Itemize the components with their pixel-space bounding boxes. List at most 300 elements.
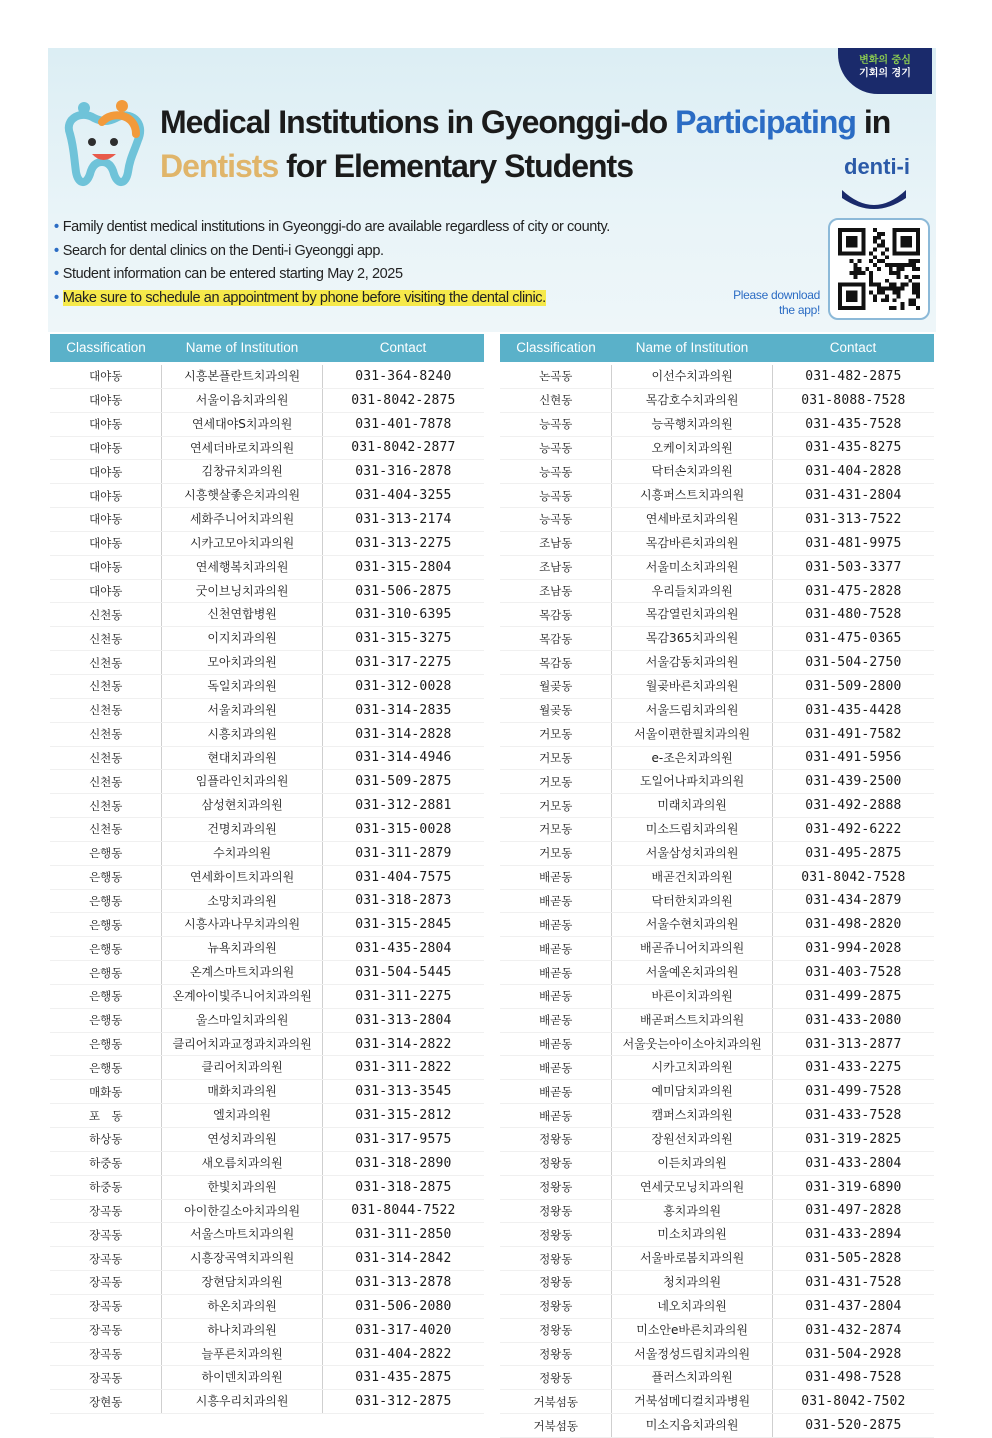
row-institution-name: 서울수현치과의원	[611, 913, 772, 936]
row-institution-name: 이든치과의원	[611, 1152, 772, 1175]
row-institution-name: 서울이편한필치과의원	[611, 723, 772, 746]
row-contact[interactable]: 031-498-7528	[805, 1370, 902, 1386]
row-contact[interactable]: 031-8042-7502	[801, 1394, 906, 1410]
row-classification: 신천동	[89, 703, 123, 718]
row-institution-name: 장원선치과의원	[611, 1128, 772, 1151]
row-institution-name: 서울바로봄치과의원	[611, 1247, 772, 1270]
row-classification: 대야동	[89, 393, 123, 408]
row-contact[interactable]: 031-315-2804	[355, 559, 452, 575]
row-contact[interactable]: 031-316-2878	[355, 464, 452, 480]
row-contact[interactable]: 031-8044-7522	[351, 1203, 456, 1219]
download-prompt: Please download the app!	[733, 288, 820, 317]
row-institution-name: 현대치과의원	[161, 747, 322, 770]
title-part-4: Dentists	[160, 148, 279, 184]
row-classification: 대야동	[89, 440, 123, 455]
row-classification: 정왕동	[539, 1132, 573, 1147]
row-contact[interactable]: 031-315-2812	[355, 1108, 452, 1124]
row-classification: 대야동	[89, 512, 123, 527]
row-classification: 은행동	[89, 917, 123, 932]
row-classification: 배곧동	[539, 989, 573, 1004]
row-contact[interactable]: 031-312-2875	[355, 1394, 452, 1410]
row-contact[interactable]: 031-435-4428	[805, 702, 902, 718]
row-contact[interactable]: 031-8042-7528	[801, 869, 906, 885]
header-classification: Classification	[516, 340, 596, 355]
row-contact[interactable]: 031-313-2174	[355, 511, 452, 527]
row-contact[interactable]: 031-313-2275	[355, 535, 452, 551]
row-contact[interactable]: 031-315-3275	[355, 631, 452, 647]
table-row	[500, 866, 934, 890]
table-row	[50, 794, 484, 818]
row-institution-name: 연세굿모닝치과의원	[611, 1176, 772, 1199]
row-contact[interactable]: 031-435-2804	[355, 941, 452, 957]
table-row	[500, 484, 934, 508]
row-classification: 은행동	[89, 1013, 123, 1028]
row-institution-name: 배곧쥬니어치과의원	[611, 937, 772, 960]
row-contact[interactable]: 031-315-0028	[355, 821, 452, 837]
row-contact[interactable]: 031-435-7528	[805, 416, 902, 432]
table-row	[500, 460, 934, 484]
row-contact[interactable]: 031-313-7522	[805, 511, 902, 527]
row-contact[interactable]: 031-319-2825	[805, 1131, 902, 1147]
row-contact[interactable]: 031-8042-2875	[351, 392, 456, 408]
row-institution-name: 이선수치과의원	[611, 365, 772, 388]
row-institution-name: 미소드림치과의원	[611, 818, 772, 841]
row-institution-name: 연세바로치과의원	[611, 508, 772, 531]
row-classification: 장곡동	[89, 1299, 123, 1314]
row-contact[interactable]: 031-311-2850	[355, 1227, 452, 1243]
row-classification: 장곡동	[89, 1275, 123, 1290]
row-contact[interactable]: 031-509-2875	[355, 774, 452, 790]
row-contact[interactable]: 031-313-2804	[355, 1012, 452, 1028]
table-row	[500, 1414, 934, 1438]
table-row	[50, 603, 484, 627]
row-classification: 능곡동	[539, 488, 573, 503]
table-row	[50, 1295, 484, 1319]
row-contact[interactable]: 031-499-7528	[805, 1084, 902, 1100]
header-contact: Contact	[379, 340, 427, 355]
row-contact[interactable]: 031-497-2828	[805, 1203, 902, 1219]
row-institution-name: 새오름치과의원	[161, 1152, 322, 1175]
row-contact[interactable]: 031-311-2275	[355, 988, 452, 1004]
row-institution-name: 서울치과의원	[161, 699, 322, 722]
table-row	[50, 1390, 484, 1414]
row-contact[interactable]: 031-311-2822	[355, 1060, 452, 1076]
row-contact[interactable]: 031-364-8240	[355, 368, 452, 384]
title-part-2: Participating	[675, 104, 856, 140]
row-classification: 거모동	[539, 727, 573, 742]
row-institution-name: 도일어나파치과의원	[611, 770, 772, 793]
bullet-item: • Student information can be entered starting May 2, 2025	[54, 266, 403, 282]
row-contact[interactable]: 031-318-2875	[355, 1179, 452, 1195]
row-classification: 신천동	[89, 727, 123, 742]
row-contact[interactable]: 031-499-2875	[805, 988, 902, 1004]
table-row	[50, 627, 484, 651]
table-row	[500, 627, 934, 651]
row-classification: 정왕동	[539, 1156, 573, 1171]
table-row	[50, 1009, 484, 1033]
row-classification: 배곧동	[539, 917, 573, 932]
table-row	[500, 1271, 934, 1295]
table-row	[500, 913, 934, 937]
row-classification: 하상동	[89, 1132, 123, 1147]
table-row	[500, 675, 934, 699]
row-contact[interactable]: 031-318-2873	[355, 893, 452, 909]
row-classification: 목감동	[539, 607, 573, 622]
table-row	[50, 1200, 484, 1224]
row-classification: 장곡동	[89, 1227, 123, 1242]
row-contact[interactable]: 031-491-7582	[805, 726, 902, 742]
table-row	[500, 747, 934, 771]
table-row	[50, 508, 484, 532]
page-title	[160, 100, 920, 188]
row-classification: 장곡동	[89, 1347, 123, 1362]
row-classification: 거모동	[539, 822, 573, 837]
row-contact[interactable]: 031-475-2828	[805, 583, 902, 599]
row-institution-name: 배곧퍼스트치과의원	[611, 1009, 772, 1032]
row-contact[interactable]: 031-313-2877	[805, 1036, 902, 1052]
table-row	[500, 723, 934, 747]
row-classification: 신천동	[89, 655, 123, 670]
row-institution-name: 우리들치과의원	[611, 580, 772, 603]
row-contact[interactable]: 031-401-7878	[355, 416, 452, 432]
row-classification: 신천동	[89, 607, 123, 622]
table-row	[500, 532, 934, 556]
row-institution-name: 목감열린치과의원	[611, 603, 772, 626]
row-institution-name: 삼성현치과의원	[161, 794, 322, 817]
table-row	[50, 460, 484, 484]
row-institution-name: 목감365치과의원	[611, 627, 772, 650]
row-contact[interactable]: 031-509-2800	[805, 678, 902, 694]
row-classification: 은행동	[89, 1060, 123, 1075]
row-institution-name: 울스마일치과의원	[161, 1009, 322, 1032]
row-classification: 조남동	[539, 536, 573, 551]
row-institution-name: 온계스마트치과의원	[161, 961, 322, 984]
table-row	[50, 723, 484, 747]
row-institution-name: 능곡행치과의원	[611, 413, 772, 436]
table-row	[50, 985, 484, 1009]
row-classification: 거모동	[539, 750, 573, 765]
row-institution-name: 김창규치과의원	[161, 460, 322, 483]
row-classification: 월곶동	[539, 679, 573, 694]
table-row	[50, 842, 484, 866]
row-institution-name: 매화치과의원	[161, 1080, 322, 1103]
table-row	[50, 580, 484, 604]
table-row	[500, 770, 934, 794]
table-row	[500, 794, 934, 818]
row-classification: 능곡동	[539, 417, 573, 432]
row-classification: 정왕동	[539, 1347, 573, 1362]
row-contact[interactable]: 031-480-7528	[805, 607, 902, 623]
row-classification: 장곡동	[89, 1251, 123, 1266]
table-row	[500, 603, 934, 627]
row-classification: 배곧동	[539, 941, 573, 956]
row-classification: 정왕동	[539, 1275, 573, 1290]
row-institution-name: 미소치과의원	[611, 1223, 772, 1246]
row-classification: 장곡동	[89, 1370, 123, 1385]
row-institution-name: 서울웃는아이소아치과의원	[611, 1033, 772, 1056]
row-classification: 거모동	[539, 798, 573, 813]
row-contact[interactable]: 031-315-2845	[355, 917, 452, 933]
clinic-table-left	[50, 334, 484, 1414]
row-contact[interactable]: 031-404-2828	[805, 464, 902, 480]
row-contact[interactable]: 031-434-2879	[805, 893, 902, 909]
row-institution-name: 소망치과의원	[161, 890, 322, 913]
row-contact[interactable]: 031-404-3255	[355, 488, 452, 504]
row-contact[interactable]: 031-475-0365	[805, 631, 902, 647]
row-institution-name: 플러스치과의원	[611, 1366, 772, 1389]
row-institution-name: 서울정성드림치과의원	[611, 1343, 772, 1366]
table-row	[500, 365, 934, 389]
row-contact[interactable]: 031-404-2822	[355, 1346, 452, 1362]
table-row	[50, 747, 484, 771]
row-institution-name: 한빛치과의원	[161, 1176, 322, 1199]
row-institution-name: 클리어치과교정과치과의원	[161, 1033, 322, 1056]
row-classification: 정왕동	[539, 1323, 573, 1338]
table-row	[500, 651, 934, 675]
row-contact[interactable]: 031-439-2500	[805, 774, 902, 790]
row-classification: 배곧동	[539, 870, 573, 885]
table-row	[50, 1319, 484, 1343]
table-row	[50, 1271, 484, 1295]
table-row	[500, 1223, 934, 1247]
row-classification: 배곧동	[539, 1037, 573, 1052]
row-classification: 목감동	[539, 655, 573, 670]
table-row	[50, 413, 484, 437]
row-contact[interactable]: 031-520-2875	[805, 1418, 902, 1434]
row-contact[interactable]: 031-437-2804	[805, 1298, 902, 1314]
row-institution-name: 서울스마트치과의원	[161, 1223, 322, 1246]
row-institution-name: 서울예온치과의원	[611, 961, 772, 984]
denti-arc-icon	[838, 186, 910, 210]
row-institution-name: 시흥치과의원	[161, 723, 322, 746]
row-contact[interactable]: 031-317-9575	[355, 1131, 452, 1147]
row-contact[interactable]: 031-314-4946	[355, 750, 452, 766]
row-classification: 조남동	[539, 560, 573, 575]
row-contact[interactable]: 031-433-2804	[805, 1155, 902, 1171]
row-institution-name: 시흥햇살좋은치과의원	[161, 484, 322, 507]
row-contact[interactable]: 031-491-5956	[805, 750, 902, 766]
row-contact[interactable]: 031-431-2804	[805, 488, 902, 504]
row-contact[interactable]: 031-506-2080	[355, 1298, 452, 1314]
row-institution-name: 월곶바른치과의원	[611, 675, 772, 698]
row-contact[interactable]: 031-431-7528	[805, 1274, 902, 1290]
table-row	[50, 556, 484, 580]
row-classification: 능곡동	[539, 440, 573, 455]
row-institution-name: 하나치과의원	[161, 1319, 322, 1342]
row-institution-name: 하온치과의원	[161, 1295, 322, 1318]
row-contact[interactable]: 031-504-2928	[805, 1346, 902, 1362]
row-classification: 대야동	[89, 417, 123, 432]
row-classification: 신현동	[539, 393, 573, 408]
row-classification: 대야동	[89, 584, 123, 599]
row-contact[interactable]: 031-313-3545	[355, 1084, 452, 1100]
row-contact[interactable]: 031-433-2275	[805, 1060, 902, 1076]
row-classification: 장곡동	[89, 1323, 123, 1338]
row-classification: 장곡동	[89, 1203, 123, 1218]
row-institution-name: 미소안e바른치과의원	[611, 1319, 772, 1342]
row-institution-name: 시흥우리치과의원	[161, 1390, 322, 1413]
row-contact[interactable]: 031-403-7528	[805, 965, 902, 981]
row-contact[interactable]: 031-504-2750	[805, 655, 902, 671]
table-row	[500, 1366, 934, 1390]
table-row	[500, 1033, 934, 1057]
row-classification: 대야동	[89, 369, 123, 384]
table-row	[500, 1104, 934, 1128]
row-institution-name: 네오치과의원	[611, 1295, 772, 1318]
row-institution-name: e-조은치과의원	[611, 747, 772, 770]
row-classification: 월곶동	[539, 703, 573, 718]
table-row	[500, 389, 934, 413]
table-row	[50, 937, 484, 961]
table-row	[50, 437, 484, 461]
table-row	[50, 532, 484, 556]
row-classification: 신천동	[89, 631, 123, 646]
row-contact[interactable]: 031-404-7575	[355, 869, 452, 885]
row-contact[interactable]: 031-314-2842	[355, 1251, 452, 1267]
info-bullets	[54, 216, 774, 310]
row-contact[interactable]: 031-312-0028	[355, 678, 452, 694]
row-institution-name: 임플라인치과의원	[161, 770, 322, 793]
row-institution-name: 온계아이빛주니어치과의원	[161, 985, 322, 1008]
denti-i-logo: denti-i	[844, 154, 910, 179]
table-row	[50, 961, 484, 985]
badge-line-1: 변화의 중심	[859, 55, 911, 66]
row-contact[interactable]: 031-503-3377	[805, 559, 902, 575]
row-institution-name: 장현담치과의원	[161, 1271, 322, 1294]
row-institution-name: 연세행복치과의원	[161, 556, 322, 579]
row-classification: 은행동	[89, 965, 123, 980]
row-institution-name: 시흥사과나무치과의원	[161, 913, 322, 936]
row-institution-name: 클리어치과의원	[161, 1056, 322, 1079]
row-contact[interactable]: 031-433-7528	[805, 1108, 902, 1124]
row-contact[interactable]: 031-506-2875	[355, 583, 452, 599]
row-institution-name: 시흥장곡역치과의원	[161, 1247, 322, 1270]
row-institution-name: 캠퍼스치과의원	[611, 1104, 772, 1127]
table-row	[50, 1247, 484, 1271]
row-classification: 목감동	[539, 631, 573, 646]
row-contact[interactable]: 031-481-9975	[805, 535, 902, 551]
row-institution-name: 연세더바로치과의원	[161, 437, 322, 460]
row-contact[interactable]: 031-492-6222	[805, 821, 902, 837]
table-row	[50, 1223, 484, 1247]
row-classification: 포 동	[88, 1108, 123, 1123]
row-contact[interactable]: 031-314-2835	[355, 702, 452, 718]
row-institution-name: 시흥본플란트치과의원	[161, 365, 322, 388]
row-institution-name: 오케이치과의원	[611, 437, 772, 460]
row-institution-name: 시카고모아치과의원	[161, 532, 322, 555]
row-contact[interactable]: 031-8042-2877	[351, 440, 456, 456]
row-institution-name: 예미담치과의원	[611, 1080, 772, 1103]
table-header	[500, 334, 934, 362]
table-row	[500, 1200, 934, 1224]
row-contact[interactable]: 031-317-2275	[355, 655, 452, 671]
row-institution-name: 수치과의원	[161, 842, 322, 865]
row-contact[interactable]: 031-312-2881	[355, 798, 452, 814]
table-row	[50, 1080, 484, 1104]
row-contact[interactable]: 031-311-2879	[355, 845, 452, 861]
row-contact[interactable]: 031-317-4020	[355, 1322, 452, 1338]
table-body	[500, 365, 934, 1438]
header-banner	[48, 48, 936, 332]
row-classification: 배곧동	[539, 893, 573, 908]
table-row	[50, 1033, 484, 1057]
table-row	[500, 1390, 934, 1414]
row-institution-name: 모아치과의원	[161, 651, 322, 674]
table-row	[500, 1009, 934, 1033]
title-part-5: for Elementary Students	[278, 148, 633, 184]
row-contact[interactable]: 031-318-2890	[355, 1155, 452, 1171]
row-contact[interactable]: 031-495-2875	[805, 845, 902, 861]
poster	[48, 48, 936, 1434]
row-contact[interactable]: 031-310-6395	[355, 607, 452, 623]
table-row	[500, 961, 934, 985]
table-row	[50, 1128, 484, 1152]
header-contact: Contact	[829, 340, 877, 355]
row-contact[interactable]: 031-432-2874	[805, 1322, 902, 1338]
row-classification: 거모동	[539, 846, 573, 861]
row-contact[interactable]: 031-319-6890	[805, 1179, 902, 1195]
clinic-table-right	[500, 334, 934, 1438]
table-row	[50, 1366, 484, 1390]
row-classification: 하중동	[89, 1180, 123, 1195]
row-classification: 정왕동	[539, 1299, 573, 1314]
qr-code-icon[interactable]	[828, 218, 930, 320]
row-contact[interactable]: 031-994-2028	[805, 941, 902, 957]
table-row	[500, 1056, 934, 1080]
row-classification: 은행동	[89, 1037, 123, 1052]
header-name: Name of Institution	[635, 340, 749, 355]
row-contact[interactable]: 031-433-2080	[805, 1012, 902, 1028]
row-contact[interactable]: 031-504-5445	[355, 965, 452, 981]
row-contact[interactable]: 031-433-2894	[805, 1227, 902, 1243]
row-institution-name: 미소지음치과의원	[611, 1414, 772, 1437]
table-row	[500, 1176, 934, 1200]
row-contact[interactable]: 031-505-2828	[805, 1251, 902, 1267]
row-classification: 신천동	[89, 798, 123, 813]
table-row	[500, 508, 934, 532]
row-classification: 배곧동	[539, 1013, 573, 1028]
row-contact[interactable]: 031-314-2828	[355, 726, 452, 742]
row-institution-name: 목감바른치과의원	[611, 532, 772, 555]
table-row	[50, 675, 484, 699]
row-contact[interactable]: 031-498-2820	[805, 917, 902, 933]
row-classification: 정왕동	[539, 1203, 573, 1218]
row-contact[interactable]: 031-435-8275	[805, 440, 902, 456]
row-classification: 능곡동	[539, 464, 573, 479]
row-institution-name: 세화주니어치과의원	[161, 508, 322, 531]
row-contact[interactable]: 031-314-2822	[355, 1036, 452, 1052]
row-classification: 하중동	[89, 1156, 123, 1171]
row-contact[interactable]: 031-8088-7528	[801, 392, 906, 408]
row-institution-name: 바른이치과의원	[611, 985, 772, 1008]
row-classification: 능곡동	[539, 512, 573, 527]
row-classification: 거북섬동	[533, 1418, 578, 1433]
table-row	[50, 890, 484, 914]
row-classification: 정왕동	[539, 1180, 573, 1195]
row-institution-name: 홍치과의원	[611, 1200, 772, 1223]
table-row	[500, 699, 934, 723]
row-classification: 대야동	[89, 560, 123, 575]
row-contact[interactable]: 031-482-2875	[805, 368, 902, 384]
row-contact[interactable]: 031-492-2888	[805, 798, 902, 814]
row-classification: 대야동	[89, 536, 123, 551]
row-contact[interactable]: 031-313-2878	[355, 1274, 452, 1290]
row-contact[interactable]: 031-435-2875	[355, 1370, 452, 1386]
table-row	[50, 365, 484, 389]
row-institution-name: 신천연합병원	[161, 603, 322, 626]
row-classification: 거북섬동	[533, 1394, 578, 1409]
table-row	[500, 1128, 934, 1152]
